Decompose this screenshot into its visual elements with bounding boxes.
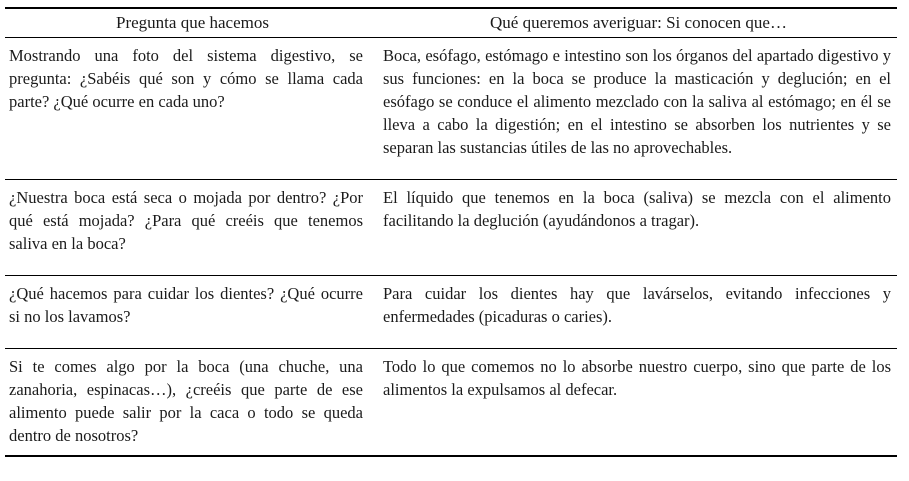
question-cell: Mostrando una foto del sistema digestivo, se pregunta: ¿Sabéis qué son y cómo se llama cada parte? ¿Qué ocurre en cada uno? — [5, 38, 380, 180]
table-row — [5, 349, 897, 457]
answer-cell: El líquido que tenemos en la boca (saliva) se mezcla con el alimento facilitando la deglución (ayudándonos a tragar). — [380, 180, 897, 276]
column-header-question: Pregunta que hacemos — [5, 8, 380, 38]
table-row — [5, 180, 897, 276]
question-cell: ¿Qué hacemos para cuidar los dientes? ¿Qué ocurre si no los lavamos? — [5, 276, 380, 349]
header-row — [5, 8, 897, 38]
column-header-goal: Qué queremos averiguar: Si conocen que… — [380, 8, 897, 38]
question-cell: ¿Nuestra boca está seca o mojada por dentro? ¿Por qué está mojada? ¿Para qué creéis que tenemos saliva en la boca? — [5, 180, 380, 276]
answer-cell: Boca, esófago, estómago e intestino son los órganos del apartado digestivo y sus funciones: en la boca se produce la masticación y deglución; en el esófago se conduce el alimento mezclado con la saliva al estómago; en él se lleva a cabo la digestión; en el intestino se absorben los nutrientes y se separan las sustancias útiles de las no aprovechables. — [380, 38, 897, 180]
table-row — [5, 38, 897, 180]
qa-table — [5, 7, 897, 457]
question-cell: Si te comes algo por la boca (una chuche, una zanahoria, espinacas…), ¿creéis que parte de ese alimento puede salir por la caca o todo se queda dentro de nosotros? — [9, 357, 363, 445]
answer-cell: Para cuidar los dientes hay que lavárselos, evitando infecciones y enfermedades (picaduras o caries). — [380, 276, 897, 349]
table-row — [5, 276, 897, 349]
answer-cell: Todo lo que comemos no lo absorbe nuestro cuerpo, sino que parte de los alimentos la expulsamos al defecar. — [383, 357, 891, 399]
